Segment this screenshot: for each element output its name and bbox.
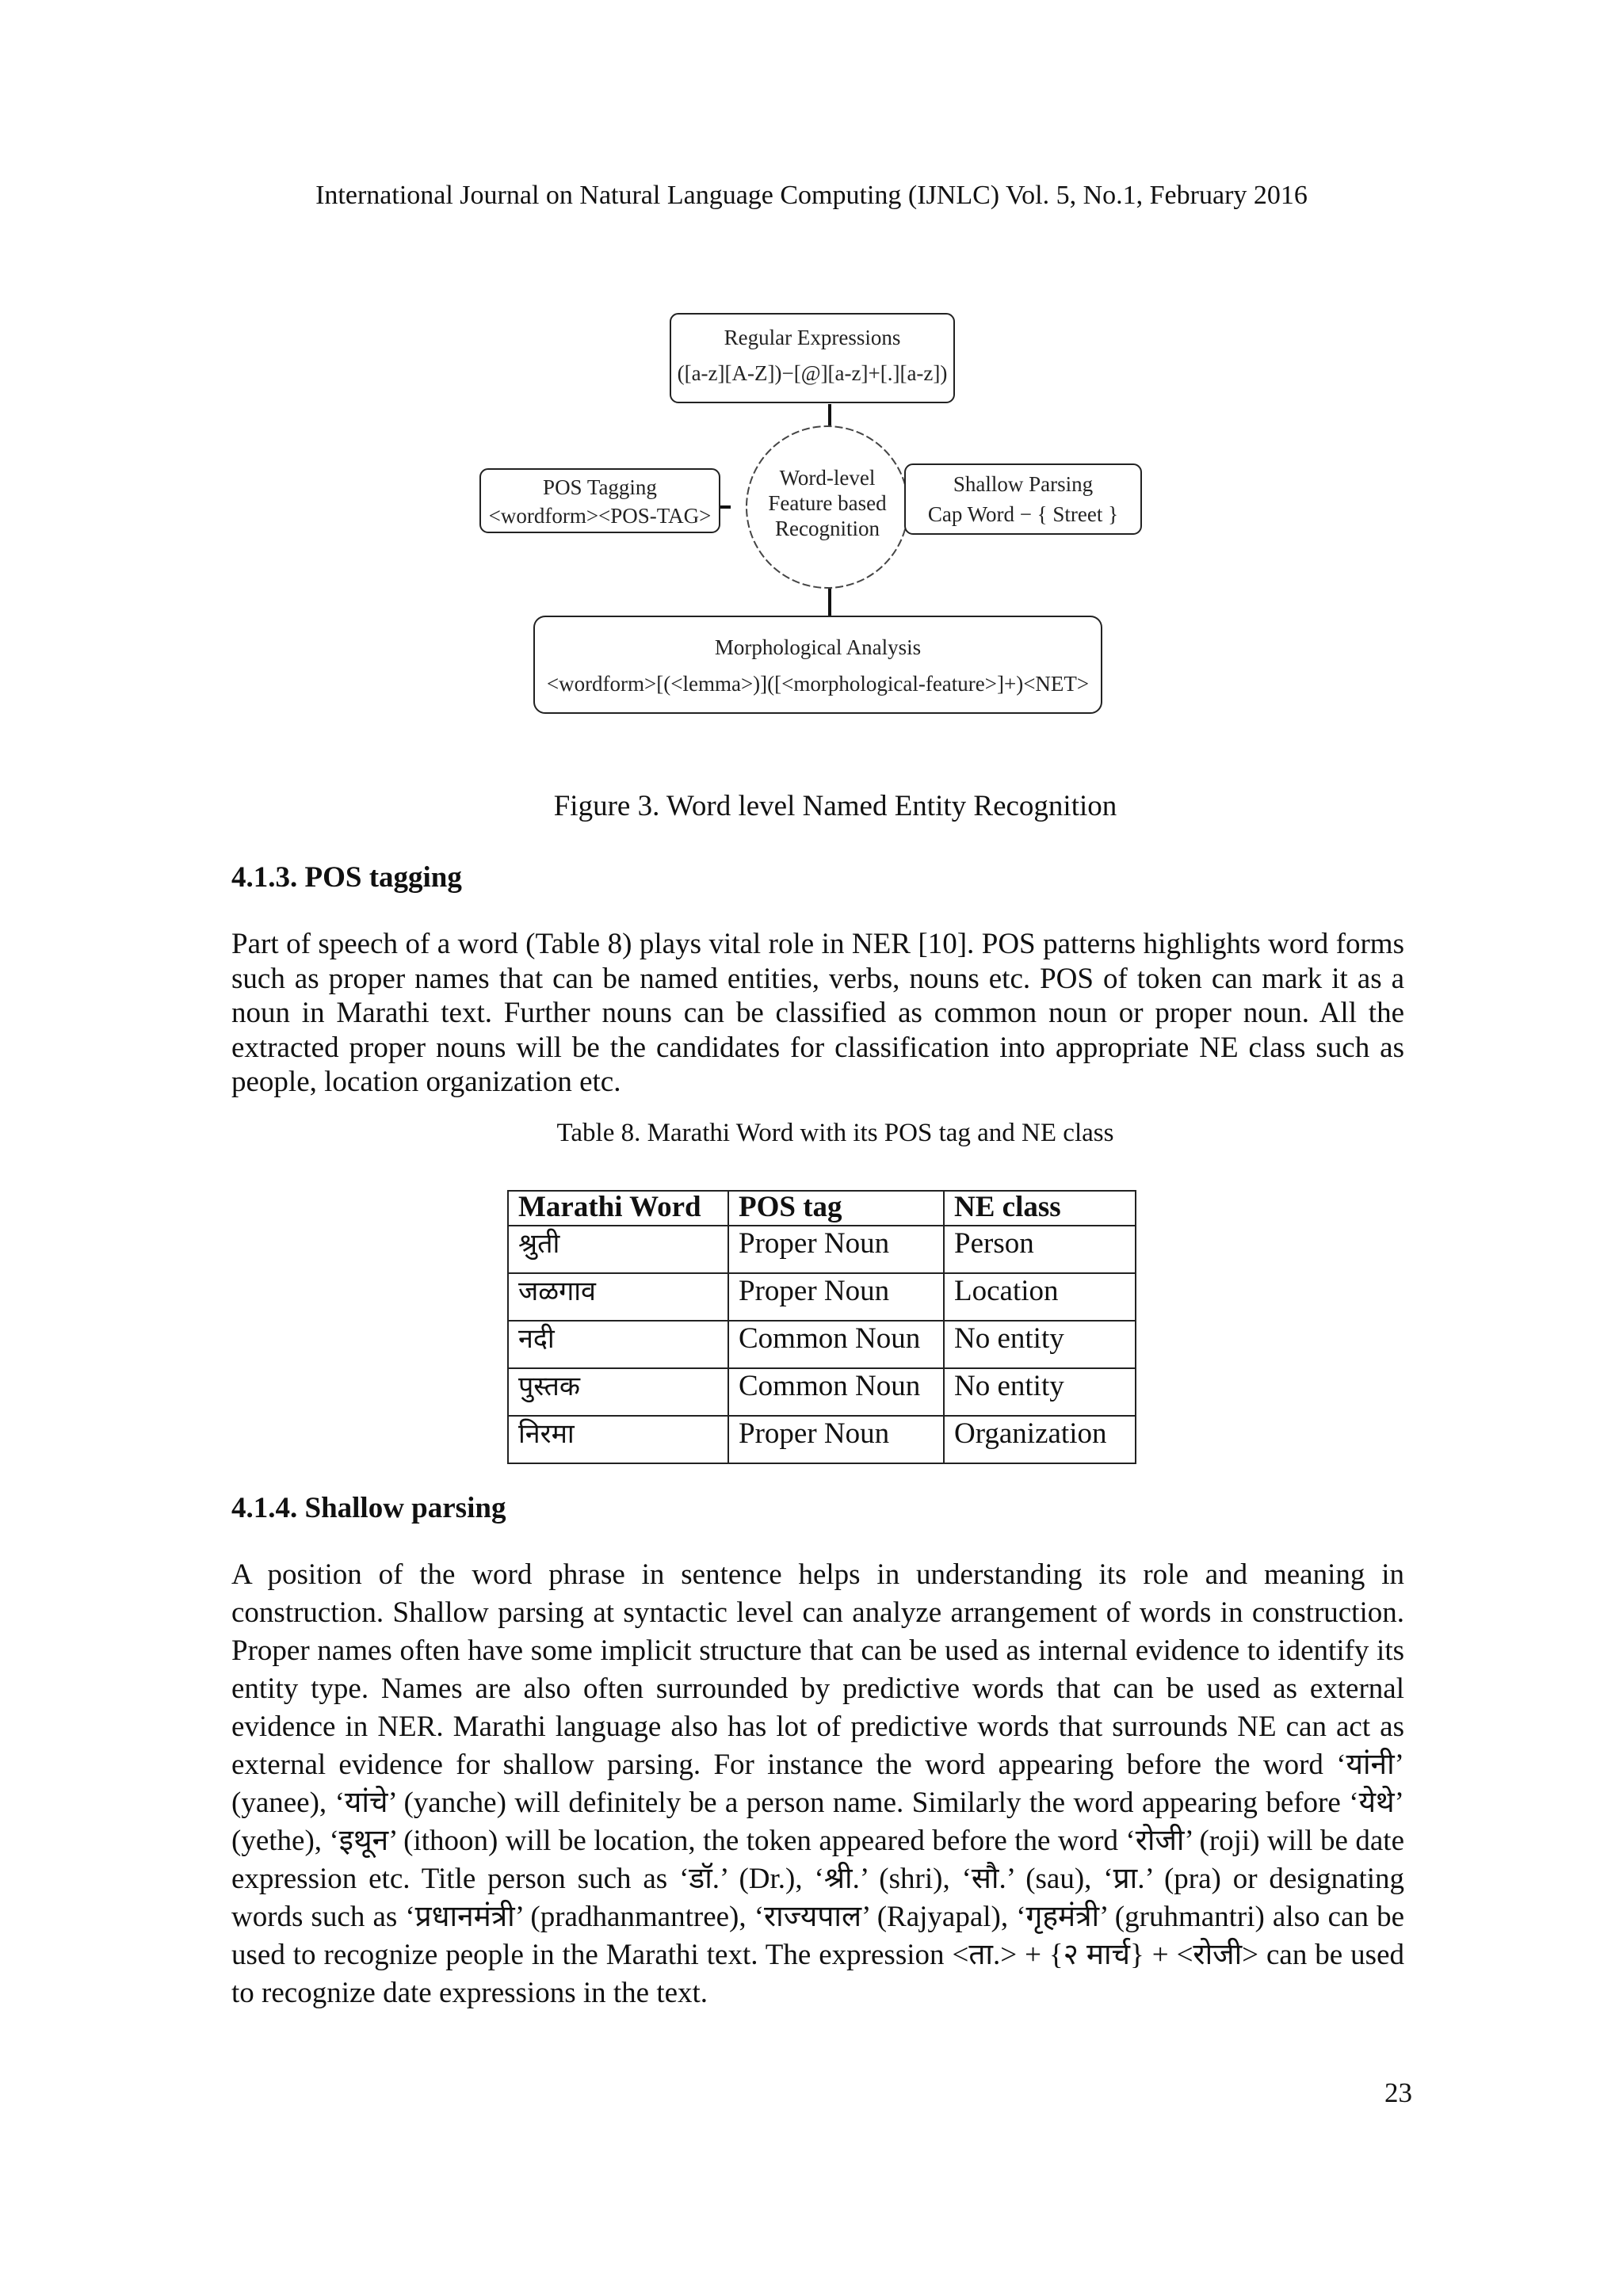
table-row [508, 1321, 1136, 1368]
paragraph-shallow-parsing: A position of the word phrase in sentence helps in understanding its role and meaning in construction. Shallow parsing at syntactic level can analyze arrangement of words in construction. Proper names often have some implicit structure that can be used as internal evidence to identify its entity type. Names are also often surrounded by predictive words that can be used as external evidence in NER. Marathi language also has lot of predictive words that surrounds NE can act as external evidence for shallow parsing. For instance the word appearing before the word ‘यांनी’ (yanee), ‘यांचे’ (yanche) will definitely be a person name. Similarly the word appearing before ‘येथे’ (yethe), ‘इथून’ (ithoon) will be location, the token appeared before the word ‘रोजी’ (roji) will be date expression etc. Title person such as ‘डॉ.’ (Dr.), ‘श्री.’ (shri), ‘सौ.’ (sau), ‘प्रा.’ (pra) or designating words such as ‘प्रधानमंत्री’ (pradhanmantree), ‘राज्यपाल’ (Rajyapal), ‘गृहमंत्री’ (gruhmantri) also can be used to recognize people in the Marathi text. The expression <ता.> + {२ मार्च} + <रोजी> can be used to recognize date expressions in the text. [231, 1558, 1404, 2009]
ne-class-cell: Person [944, 1226, 1136, 1273]
regex-body: ([a-z][A-Z])−[@][a-z]+[.][a-z]) [677, 361, 948, 385]
table-row [508, 1416, 1136, 1463]
table-row [508, 1368, 1136, 1416]
regex-title: Regular Expressions [724, 326, 901, 349]
table-caption: Table 8. Marathi Word with its POS tag and NE class [556, 1119, 1114, 1147]
marathi-word-cell: नदी [508, 1321, 728, 1368]
paragraph-pos-tagging: Part of speech of a word (Table 8) plays vital role in NER [10]. POS patterns highlights word forms such as proper names that can be named entities, verbs, nouns etc. POS of token can mark it as a noun in Marathi text. Further nouns can be classified as common noun or proper noun. All the extracted proper nouns will be the candidates for classification into appropriate NE class such as people, location organization etc. [231, 928, 1404, 1098]
column-header-pos-tag: POS tag [728, 1191, 944, 1226]
pos-tag-cell: Common Noun [728, 1368, 944, 1416]
marathi-word-cell: जळगाव [508, 1273, 728, 1321]
morph-title: Morphological Analysis [714, 635, 922, 659]
ne-class-cell: No entity [944, 1321, 1136, 1368]
pos-tag-cell: Proper Noun [728, 1273, 944, 1321]
regular-expressions-box [670, 314, 954, 402]
shallow-parsing-box [905, 464, 1141, 534]
pos-body: <wordform><POS-TAG> [488, 504, 712, 528]
section-heading-pos-tagging: 4.1.3. POS tagging [231, 861, 462, 894]
morphological-analysis-box [534, 616, 1102, 713]
ne-class-cell: Organization [944, 1416, 1136, 1463]
shallow-title: Shallow Parsing [953, 472, 1094, 496]
center-line-1: Word-level [779, 466, 876, 490]
pos-tag-cell: Proper Noun [728, 1226, 944, 1273]
center-line-2: Feature based [768, 491, 887, 515]
column-header-marathi-word: Marathi Word [508, 1191, 728, 1226]
ne-class-cell: No entity [944, 1368, 1136, 1416]
table-header-row [508, 1191, 1136, 1226]
center-line-3: Recognition [775, 517, 880, 540]
page-number: 23 [1384, 2077, 1412, 2108]
marathi-word-cell: श्रुती [508, 1226, 728, 1273]
pos-title: POS Tagging [543, 475, 657, 499]
ne-class-cell: Location [944, 1273, 1136, 1321]
column-header-ne-class: NE class [944, 1191, 1136, 1226]
table-row [508, 1226, 1136, 1273]
shallow-body: Cap Word − { Street } [927, 502, 1119, 526]
running-header: International Journal on Natural Language Computing (IJNLC) Vol. 5, No.1, February 2016 [315, 181, 1308, 210]
pos-tagging-box [480, 469, 720, 532]
section-heading-shallow-parsing: 4.1.4. Shallow parsing [231, 1492, 506, 1524]
word-level-recognition-circle [747, 426, 908, 588]
table-row [508, 1273, 1136, 1321]
marathi-ne-table [507, 1190, 1136, 1464]
figure-caption: Figure 3. Word level Named Entity Recognition [553, 790, 1117, 822]
ner-diagram [475, 309, 1157, 729]
marathi-word-cell: पुस्तक [508, 1368, 728, 1416]
morph-body: <wordform>[(<lemma>)]([<morphological-feature>]+)<NET> [546, 672, 1090, 696]
pos-tag-cell: Proper Noun [728, 1416, 944, 1463]
marathi-word-cell: निरमा [508, 1416, 728, 1463]
pos-tag-cell: Common Noun [728, 1321, 944, 1368]
